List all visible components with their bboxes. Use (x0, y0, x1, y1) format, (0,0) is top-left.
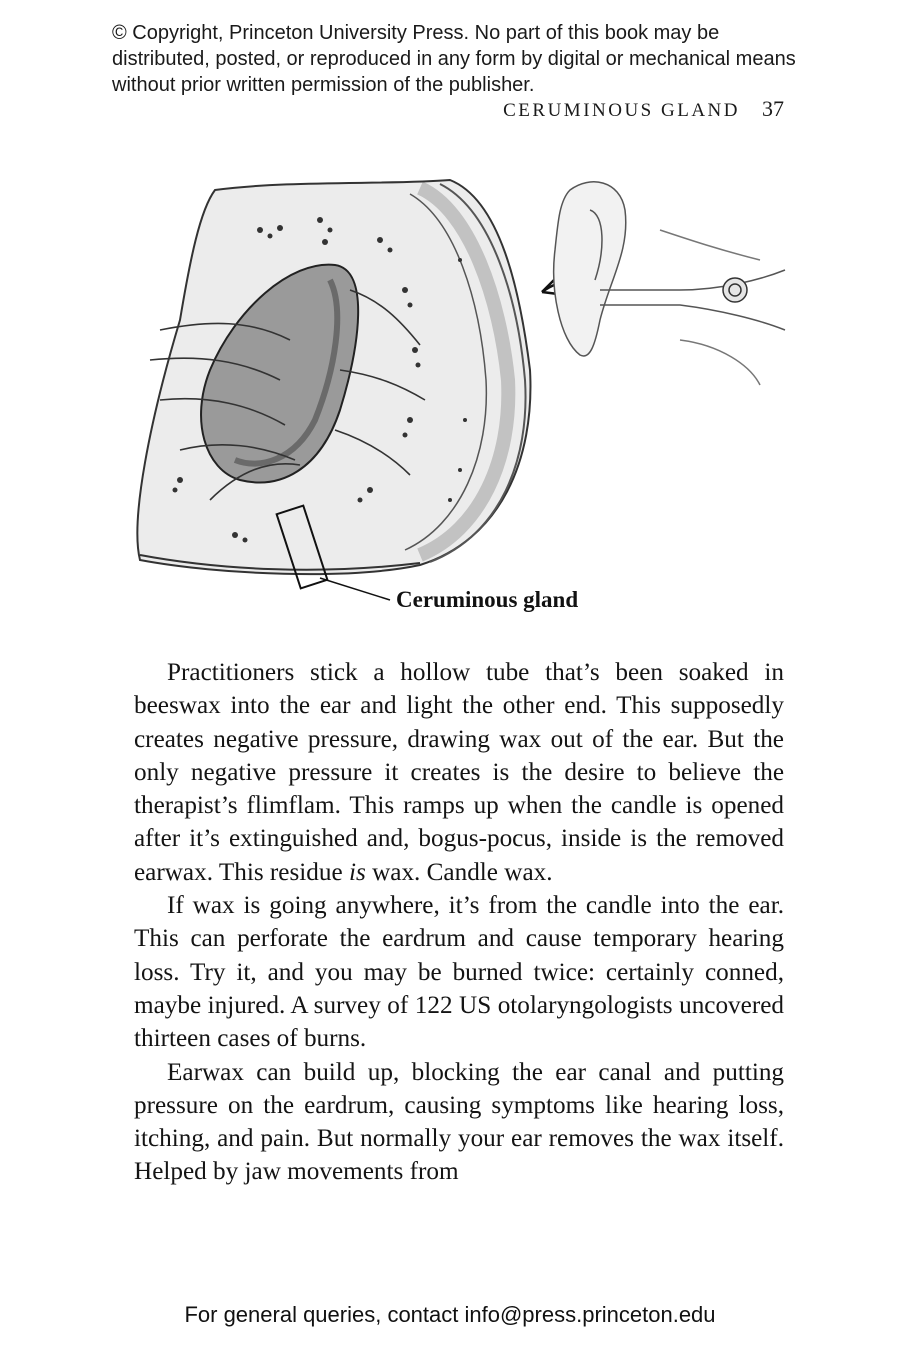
paragraph-3: Earwax can build up, blocking the ear canal and putting pressure on the eardrum, causing symptoms like hearing loss, itching, and pain. But normally your ear removes the wax itself. Helped by jaw movements from (134, 1058, 784, 1186)
ear-canal-illustration (120, 170, 800, 610)
paragraph-1-text-end: wax. Candle wax. (365, 858, 553, 886)
ear-canal-cross-section-drawing (120, 170, 800, 610)
caption-leader-line (320, 578, 390, 600)
figure-caption: Ceruminous gland (396, 587, 579, 612)
paragraph-2: If wax is going anywhere, it’s from the candle into the ear. This can perforate the eardrum and cause temporary hearing loss. Try it, and you may be burned twice: certainly conned, maybe injured. A survey of 122 US otolaryngologists uncovered thirteen cases of burns. (134, 892, 784, 1053)
paragraph-1 (134, 656, 784, 889)
ear-anatomy-inset (554, 182, 785, 385)
copyright-notice: © Copyright, Princeton University Press. No part of this book may be distributed, posted, or reproduced in any form by digital or mechanical means without prior written permission of the publisher. (112, 22, 796, 96)
page-number: 37 (762, 96, 784, 121)
paragraph-1-emphasis: is (348, 858, 366, 886)
running-head (503, 96, 784, 122)
body-text (134, 656, 784, 1189)
running-head-title: CERUMINOUS GLAND (503, 100, 740, 121)
footer-contact: For general queries, contact info@press.princeton.edu (184, 1302, 716, 1327)
paragraph-1-text: Practitioners stick a hollow tube that’s been soaked in beeswax into the ear and light the other end. This supposedly creates negative pressure, drawing wax out of the ear. But the only negative pressure it creates is the desire to believe the therapist’s flimflam. This ramps up when the candle is opened after it’s extinguished and, bogus-pocus, inside is the removed earwax. This residue (134, 659, 784, 886)
